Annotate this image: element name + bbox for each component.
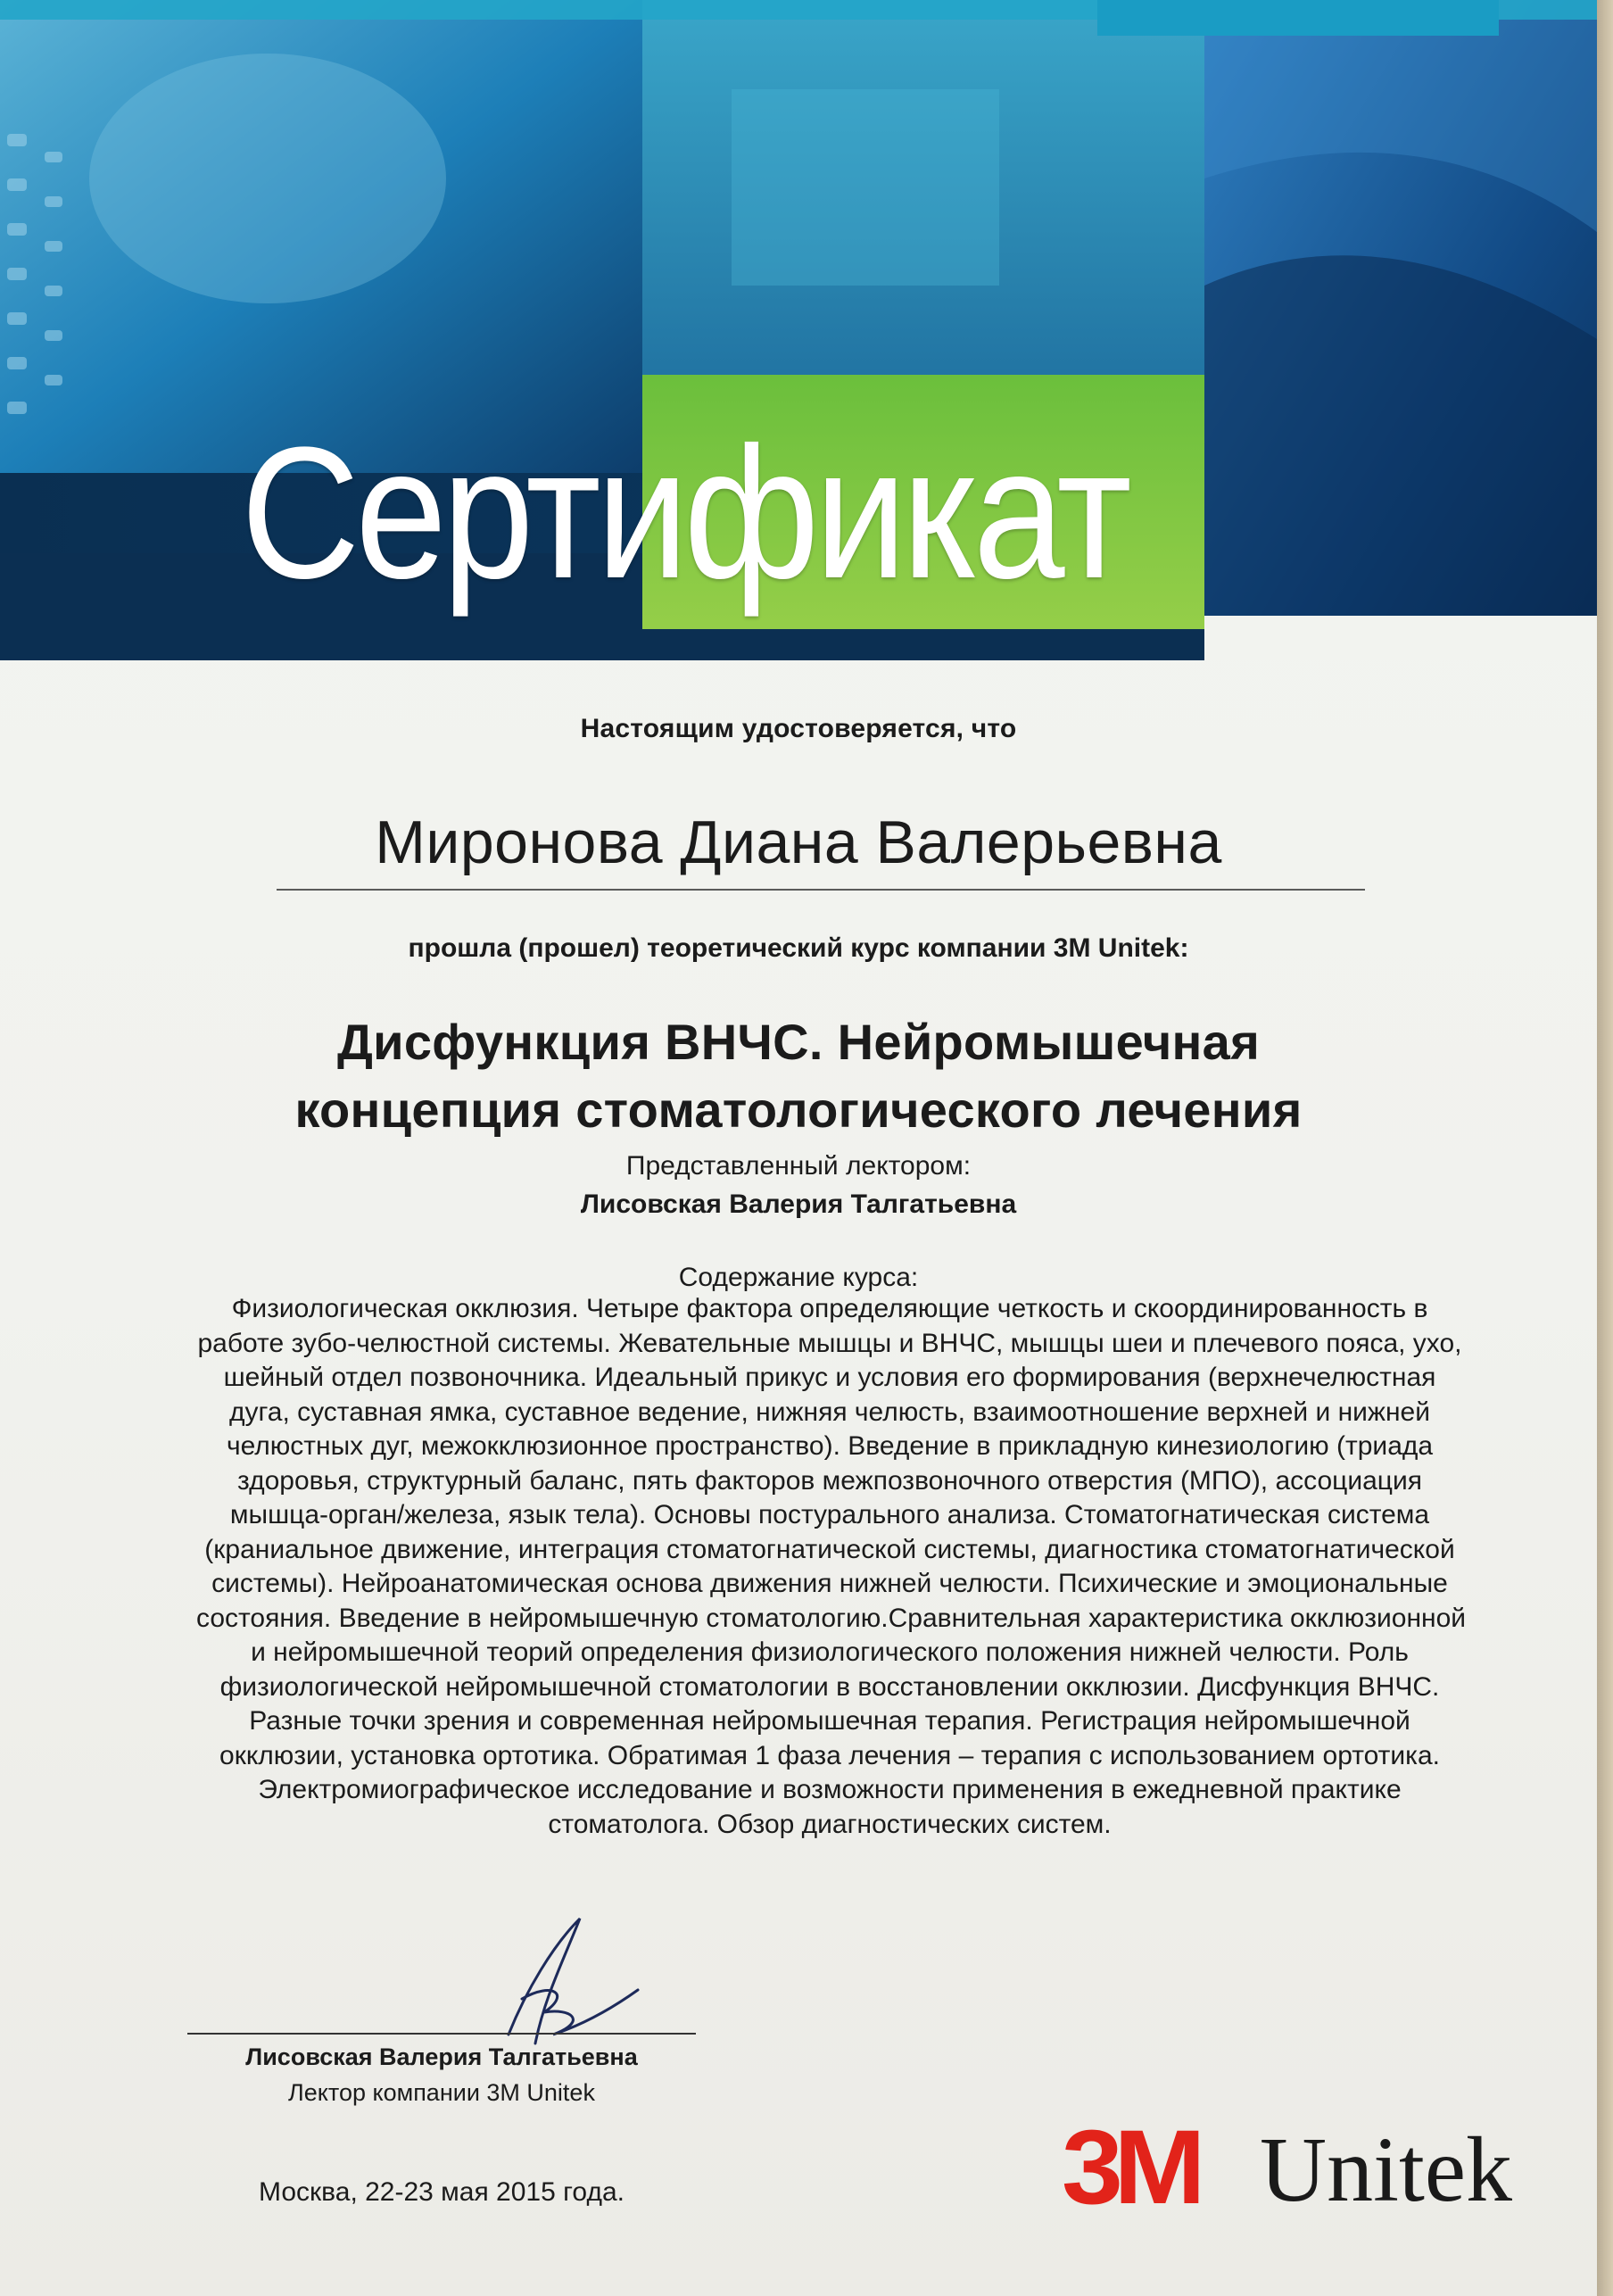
contents-line: здоровья, структурный баланс, пять факторов межпозвоночного отверстия (МПО), ассоциация	[236, 1465, 1422, 1496]
place-date: Москва, 22-23 мая 2015 года.	[259, 2177, 625, 2207]
contents-line: Физиологическая окклюзия. Четыре фактора определяющие четкость и скоординированность в	[231, 1294, 1428, 1323]
recipient-underline	[277, 889, 1365, 891]
signer-role: Лектор компании 3М Unitek	[288, 2079, 595, 2106]
course-title-line-2: концепция стоматологического лечения	[294, 1082, 1303, 1138]
contents-line: челюстных дуг, межокклюзионное пространство). Введение в прикладную кинезиологию (триада	[226, 1431, 1434, 1461]
course-contents	[196, 1292, 1467, 1842]
course-passed-text: прошла (прошел) теоретический курс компании 3М Unitek:	[408, 933, 1189, 963]
certificate-title: Сертификат	[241, 408, 1128, 618]
contents-line: и нейромышечной теорий определения физиологического положения нижней челюсти. Роль	[251, 1637, 1409, 1667]
contents-line: (краниальное движение, интеграция стоматогнатической системы, диагностика стоматогнатической	[204, 1534, 1455, 1564]
contents-line: Электромиографическое исследование и возможности применения в ежедневной практике	[258, 1775, 1402, 1804]
3m-unitek-logo	[1062, 2109, 1561, 2226]
contents-line: стоматолога. Обзор диагностических систем.	[548, 1809, 1112, 1839]
contents-line: физиологической нейромышечной стоматологии в восстановлении окклюзии. Дисфункция ВНЧС.	[219, 1671, 1440, 1702]
intro-text: Настоящим удостоверяется, что	[580, 714, 1017, 743]
signature-line	[187, 2033, 696, 2035]
contents-line: шейный отдел позвоночника. Идеальный прикус и условия его формирования (верхнечелюстная	[223, 1363, 1436, 1392]
header-banner	[0, 0, 1597, 660]
lecturer-name: Лисовская Валерия Талгатьевна	[580, 1189, 1017, 1219]
contents-line: системы). Нейроанатомическая основа движения нижней челюсти. Психические и эмоциональные	[211, 1569, 1448, 1598]
course-title-line-1: Дисфункция ВНЧС. Нейромышечная	[336, 1014, 1261, 1070]
handwritten-signature	[473, 1910, 651, 2061]
signer-name: Лисовская Валерия Талгатьевна	[245, 2043, 638, 2070]
contents-caption: Содержание курса:	[678, 1263, 919, 1292]
contents-line: работе зубо-челюстной системы. Жевательные мышцы и ВНЧС, мышцы шеи и плечевого пояса, ухо,	[197, 1328, 1462, 1358]
contents-line: дуга, суставная ямка, суставное ведение, нижняя челюсть, взаимоотношение верхней и нижней	[229, 1397, 1430, 1427]
contents-line: Разные точки зрения и современная нейромышечная терапия. Регистрация нейромышечной	[249, 1706, 1410, 1736]
logo-unitek-word: Unitek	[1260, 2118, 1513, 2221]
contents-line: мышца-орган/железа, язык тела). Основы постурального анализа. Стоматогнатическая система	[229, 1500, 1430, 1529]
contents-line: состояния. Введение в нейромышечную стоматологию.Сравнительная характеристика окклюзионной	[196, 1603, 1467, 1633]
paper-edge-background	[1597, 0, 1613, 2296]
course-title	[0, 1008, 1597, 1144]
contents-line: окклюзии, установка ортотика. Обратимая 1 фаза лечения – терапия с использованием ортотика.	[219, 1740, 1440, 1770]
recipient-name: Миронова Диана Валерьевна	[375, 808, 1222, 876]
lecturer-caption: Представленный лектором:	[625, 1151, 972, 1181]
logo-3m-mark: 3M	[1062, 2109, 1197, 2226]
